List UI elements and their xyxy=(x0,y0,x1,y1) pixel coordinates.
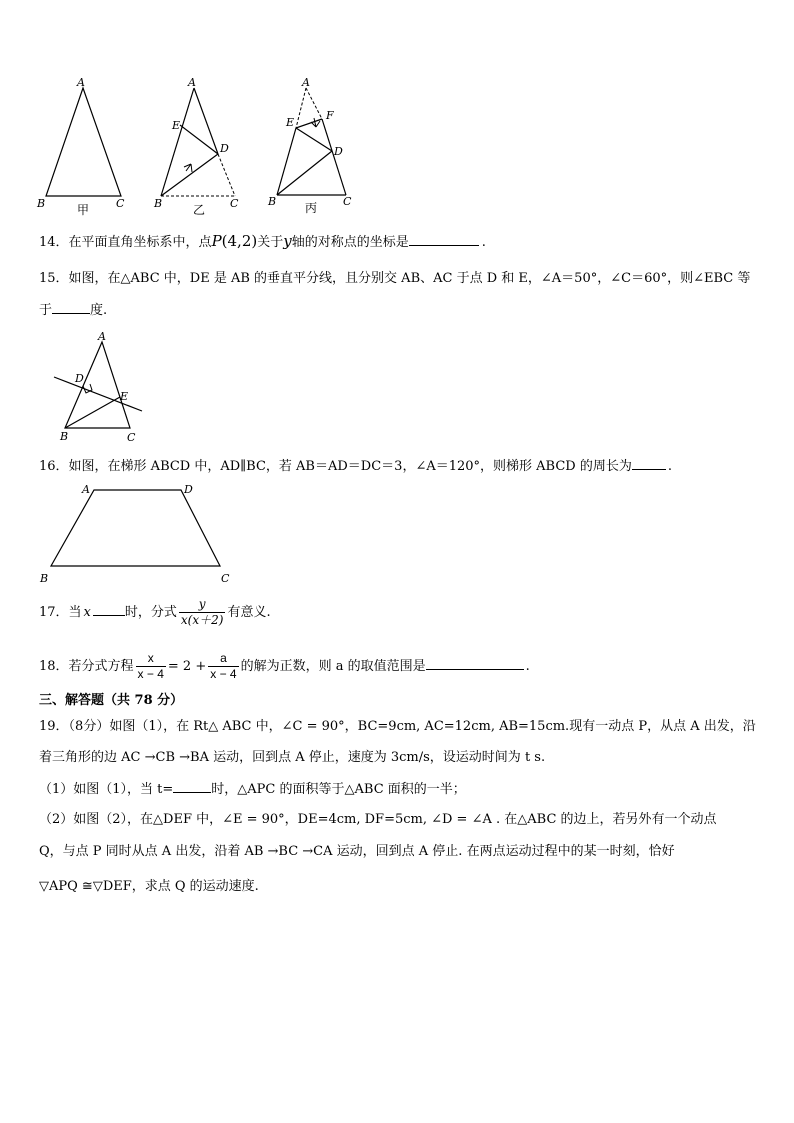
q14-text-c: 轴的对称点的坐标是 xyxy=(291,235,409,250)
q14-text-a: 在平面直角坐标系中，点 xyxy=(68,235,212,250)
question-15-line1: 15．如图，在△ABC 中，DE 是 AB 的垂直平分线，且分别交 AB、AC 于点 D 和 E，∠A＝50°，∠C＝60°，则∠EBC 等 xyxy=(39,271,751,286)
fig-yi-label-A: A xyxy=(188,76,196,89)
q18-answer-blank[interactable] xyxy=(426,657,524,670)
q14-answer-blank[interactable] xyxy=(409,233,479,246)
figure-15 xyxy=(50,330,160,445)
fig15-label-B: B xyxy=(60,430,69,443)
figure-bing xyxy=(267,76,352,215)
question-19-line4: （2）如图（2），在△DEF 中，∠E = 90°，DE=4cm, DF=5cm, ∠D = ∠A . 在△ABC 的边上，若另外有一个动点 xyxy=(39,812,717,827)
question-19-line6: ▽APQ ≅▽DEF，求点 Q 的运动速度. xyxy=(39,879,259,894)
fig-yi-label-E: E xyxy=(172,119,181,132)
q18-fraction-2 xyxy=(208,651,238,682)
question-19-line2: 着三角形的边 AC →CB →BA 运动，回到点 A 停止，速度为 3cm/s，设运动时间为 t s. xyxy=(39,750,546,765)
q16-end: . xyxy=(667,459,672,474)
q19-answer-blank[interactable] xyxy=(173,780,211,793)
fig-yi-label-D: D xyxy=(220,142,229,155)
question-16 xyxy=(39,457,672,476)
q18-f1-num: x xyxy=(147,651,154,665)
question-14 xyxy=(39,232,486,252)
question-15-line2 xyxy=(39,301,107,320)
q14-coords: (4,2) xyxy=(221,232,258,250)
q18-f2-den: x − 4 xyxy=(210,667,237,681)
fig-bing-label-F: F xyxy=(326,109,334,122)
fig-bing-label-B: B xyxy=(268,195,277,208)
q15-answer-blank[interactable] xyxy=(52,301,90,314)
q19-line3-b: 时，△APC 的面积等于△ABC 面积的一半； xyxy=(211,782,466,797)
q16-text: 16．如图，在梯形 ABCD 中，AD∥BC，若 AB＝AD＝DC＝3，∠A＝120°，则梯形 ABCD 的周长为 xyxy=(39,459,632,474)
fig-yi-label-B: B xyxy=(154,197,163,210)
fig-yi-caption: 乙 xyxy=(193,203,206,217)
q18-f1-den: x − 4 xyxy=(137,667,164,681)
fig-bing-caption: 丙 xyxy=(305,201,318,215)
q17-frac-num: y xyxy=(198,597,206,611)
q18-mid: = 2 + xyxy=(167,659,207,674)
fig-jia-label-B: B xyxy=(37,197,46,210)
fig16-label-B: B xyxy=(40,572,49,585)
fig15-label-A: A xyxy=(98,330,106,343)
question-19-line1: 19．（8分）如图（1），在 Rt△ ABC 中，∠C = 90°，BC=9cm, AC=12cm, AB=15cm.现有一动点 P，从点 A 出发，沿 xyxy=(39,719,756,734)
q14-number: 14． xyxy=(39,235,69,250)
question-19-line3 xyxy=(39,780,466,799)
question-17 xyxy=(39,597,271,628)
q18-a: 18．若分式方程 xyxy=(39,659,134,674)
fig16-label-D: D xyxy=(184,483,193,496)
fig16-label-C: C xyxy=(221,572,230,585)
q17-b: 时，分式 xyxy=(124,605,177,620)
fig15-label-C: C xyxy=(127,431,136,444)
q17-c: 有意义. xyxy=(227,605,271,620)
q18-end: . xyxy=(525,659,530,674)
q18-f2-num: a xyxy=(220,651,227,665)
q15-line2-a: 于 xyxy=(39,303,53,318)
q18-fraction-1 xyxy=(136,651,166,682)
question-19-line5: Q，与点 P 同时从点 A 出发，沿着 AB →BC →CA 运动，回到点 A 停止. 在两点运动过程中的某一时刻，恰好 xyxy=(39,844,675,859)
fig-bing-label-D: D xyxy=(334,145,343,158)
q17-a: 17．当 xyxy=(39,605,82,620)
q16-answer-blank[interactable] xyxy=(632,457,666,470)
q14-axis: y xyxy=(283,232,292,250)
q19-line3-a: （1）如图（1），当 t= xyxy=(39,782,174,797)
fig-jia-caption: 甲 xyxy=(77,203,90,217)
q17-answer-blank[interactable] xyxy=(93,603,125,616)
q17-var: x xyxy=(83,605,91,620)
q15-line2-b: 度. xyxy=(90,303,108,318)
figure-16 xyxy=(35,478,245,588)
q18-b: 的解为正数，则 a 的取值范围是 xyxy=(240,659,426,674)
q17-fraction xyxy=(179,597,226,628)
fig-jia-label-C: C xyxy=(116,197,125,210)
fig-bing-label-C: C xyxy=(343,195,352,208)
figure-jia xyxy=(36,76,125,217)
section-heading-3: 三、解答题（共 78 分） xyxy=(39,693,184,708)
figure-yi xyxy=(153,76,239,217)
fig-bing-label-E: E xyxy=(286,116,295,129)
fig-jia-label-A: A xyxy=(77,76,85,89)
fig-bing-label-A: A xyxy=(302,76,310,89)
fig-yi-label-C: C xyxy=(230,197,239,210)
fig16-label-A: A xyxy=(82,483,90,496)
q14-point: P xyxy=(211,232,222,250)
fig15-label-E: E xyxy=(120,390,129,403)
q17-frac-den: x(x＋2) xyxy=(180,613,224,627)
q14-text-b: 关于 xyxy=(257,235,284,250)
q14-end: . xyxy=(481,235,486,250)
fig15-label-D: D xyxy=(75,372,84,385)
question-18 xyxy=(39,651,530,682)
top-figures xyxy=(30,74,370,219)
